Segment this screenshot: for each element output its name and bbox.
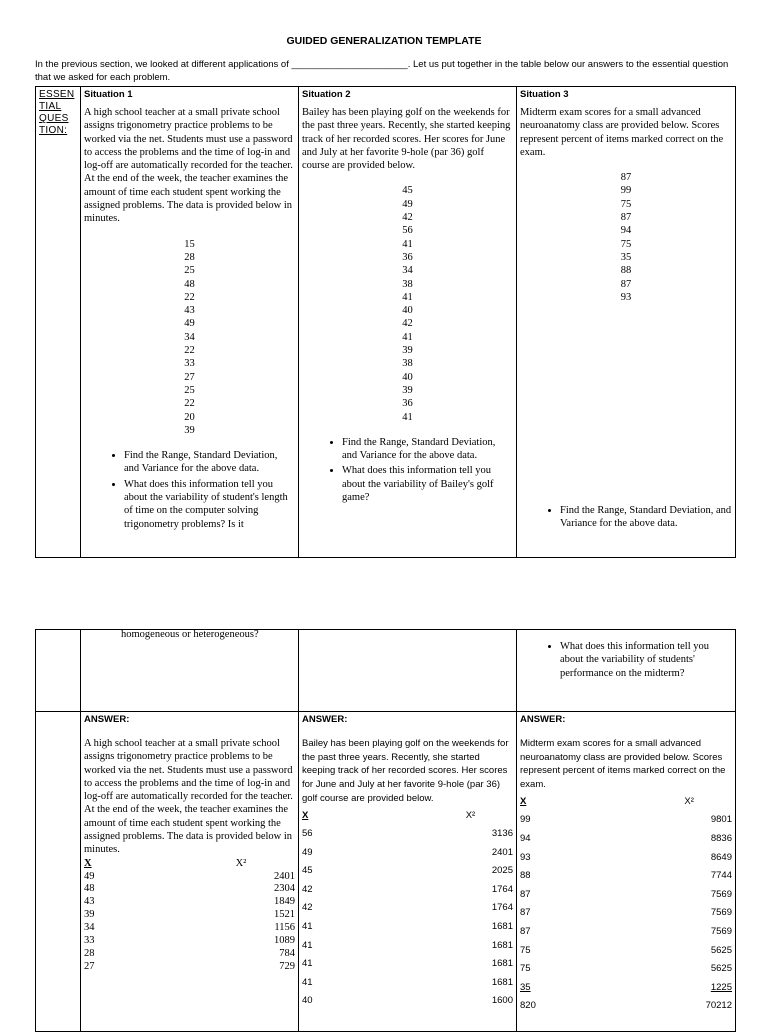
table-row: 27 729 [84,960,295,972]
essential-question-cell [36,87,81,558]
data-value: 36 [402,398,413,410]
answer-label: ANSWER: [84,714,130,725]
situation-3-answer-text: Midterm exam scores for a small advanced neuroanatomy class are provided below. Scores represent percent of items marked correct on the exam. [520,738,726,791]
task-item: • Find the Range, Standard Deviation, and Variance for the above data. [124,449,295,476]
totals-row: 820 70212 [520,1000,732,1012]
table-row: 28 784 [84,948,295,960]
x-squared-column-header: X² [465,809,476,821]
data-value: 38 [402,358,413,370]
data-value: 75 [620,238,632,250]
task-item: • Find the Range, Standard Deviation, and Variance for the above data. [560,504,732,531]
data-value: 27 [184,371,195,383]
situation-1-task-continued: homogeneous or heterogeneous? [121,629,259,640]
data-value: 41 [402,411,413,423]
essential-question-cell-answer [36,712,81,1032]
data-value: 42 [402,212,413,224]
data-value: 87 [620,172,632,184]
data-value: 25 [184,384,195,396]
situation-2-heading: Situation 2 [302,89,351,100]
situation-1-heading: Situation 1 [84,89,133,100]
data-value: 87 [620,212,632,224]
data-value: 22 [184,398,195,410]
data-value: 43 [184,305,195,317]
data-value: 45 [402,185,413,197]
table-row: 87 7569 [520,925,732,937]
data-value: 48 [184,278,195,290]
answer-label: ANSWER: [302,714,348,725]
essential-question-label: ESSEN TIAL QUES TION: [39,89,75,136]
table-row: 33 1089 [84,935,295,947]
table-row: 42 1764 [302,883,513,895]
data-value: 28 [184,251,195,263]
situation-2-x-table [302,807,513,1012]
situation-1-tasks [84,449,295,531]
page-title: GUIDED GENERALIZATION TEMPLATE [286,35,482,47]
task-item: • What does this information tell you about the variability of students' performance on the midterm? [560,640,732,680]
table-row: 41 1681 [302,939,513,951]
data-value: 39 [402,384,413,396]
situation-1-answer-text: A high school teacher at a small private school assigns trigonometry practice problems to be worked via the net. Students must use a password to access the problems and the time of log-in and log-off are automatically recorded for the teacher. At the end of the week, the teacher examines the amount of time each student spent working the assigned problems. The data is provided below in minutes. [84,738,293,856]
task-item: • Find the Range, Standard Deviation, and Variance for the above data. [342,436,513,463]
table-row: 49 2401 [302,846,513,858]
x-column-header: X [84,857,92,869]
table-row: 34 1156 [84,922,295,934]
situation-3-x-table [520,793,732,1016]
situation-3-heading: Situation 3 [520,89,569,100]
table-row: 56 3136 [302,828,513,840]
table-row: 93 8649 [520,851,732,863]
table-row: 41 1681 [302,958,513,970]
task-item: • What does this information tell you about the variability of Bailey's golf game? [342,464,513,504]
table-row: 42 1764 [302,902,513,914]
table-row: 45 2025 [302,865,513,877]
situation-3-tasks-continued [520,640,732,680]
data-value: 35 [620,251,632,263]
situation-1-cell [81,87,299,558]
data-value: 41 [402,331,413,343]
situation-3-tasks [520,504,732,531]
table-row: 43 1849 [84,896,295,908]
table-row: 87 7569 [520,888,732,900]
data-value: 49 [184,318,195,330]
data-value: 15 [184,238,195,250]
data-value: 93 [620,291,632,303]
table-row: 39 1521 [84,909,295,921]
situation-1-problem: A high school teacher at a small private school assigns trigonometry practice problems to be worked via the net. Students must use a password to access the problems and the time of log-in and log-off are automatically recorded for the teacher. At the end of the week, the teacher examines the amount of time each student spent working the assigned problems. The data is provided below in minutes. [84,107,293,225]
situation-3-cell [517,87,736,558]
data-value: 87 [620,278,632,290]
situation-2-tasks [302,436,513,504]
situation-2-answer-cell [299,712,517,1032]
situations-table-top [35,86,736,558]
situation-3-answer-cell [517,712,736,1032]
data-value: 49 [402,198,413,210]
task-item: • What does this information tell you about the variability of student's length of time on the computer solving trigonometry problems? Is it [124,478,295,531]
situation-2-problem: Bailey has been playing golf on the weekends for the past three years. Recently, she started keeping track of her recorded scores. Her scores for June and July at her favorite 9-hole (par 36) golf course are provided below. [302,107,511,172]
situation-2-cont-cell [299,630,517,712]
answer-label: ANSWER: [520,714,566,725]
data-value: 56 [402,225,413,237]
data-value: 25 [184,265,195,277]
x-column-header: X [302,809,309,821]
situation-2-answer-text: Bailey has been playing golf on the weekends for the past three years. Recently, she started keeping track of her recorded scores. Her scores for June and July at her favorite 9-hole (par 36) golf course are provided below. [302,738,509,804]
situations-table-bottom [35,629,736,1032]
intro-text: In the previous section, we looked at different applications of ______________________. Let us put together in the table below our answers to the essential question that we asked for each problem. [35,59,729,83]
data-value: 99 [620,185,632,197]
table-row: 48 2304 [84,883,295,895]
data-value: 33 [184,358,195,370]
table-row: 88 7744 [520,870,732,882]
table-row: 41 1681 [302,976,513,988]
situation-1-cont-cell [81,630,299,712]
data-value: 36 [402,251,413,263]
data-value: 94 [620,225,632,237]
situation-1-answer-cell [81,712,299,1032]
table-row: 49 2401 [84,870,295,882]
data-value: 40 [402,371,413,383]
data-value: 41 [402,291,413,303]
table-row: 41 1681 [302,921,513,933]
data-value: 34 [402,265,413,277]
situation-3-problem: Midterm exam scores for a small advanced neuroanatomy class are provided below. Scores represent percent of items marked correct on the exam. [520,107,724,158]
x-squared-column-header: X² [235,857,247,869]
data-value: 40 [402,305,413,317]
data-value: 39 [184,424,195,436]
data-value: 88 [620,265,632,277]
table-row: 99 9801 [520,814,732,826]
table-row: 75 5625 [520,944,732,956]
data-value: 75 [620,198,632,210]
table-row: 87 7569 [520,907,732,919]
data-value: 20 [184,411,195,423]
data-value: 34 [184,331,195,343]
data-value: 42 [402,318,413,330]
data-value: 41 [402,238,413,250]
situation-3-data-list [520,171,732,304]
situation-2-cell [299,87,517,558]
situation-3-cont-cell [517,630,736,712]
data-value: 22 [184,291,195,303]
essential-question-cell-cont [36,630,81,712]
x-squared-column-header: X² [684,795,694,807]
data-value: 38 [402,278,413,290]
table-row: 40 1600 [302,995,513,1007]
situation-1-x-table [84,858,295,974]
table-row: 75 5625 [520,963,732,975]
x-column-header: X [520,795,527,807]
table-row: 35 1225 [520,981,732,993]
data-value: 39 [402,345,413,357]
data-value: 22 [184,345,195,357]
situation-2-data-list [302,184,513,423]
table-row: 94 8836 [520,833,732,844]
situation-1-data-list [84,238,295,437]
